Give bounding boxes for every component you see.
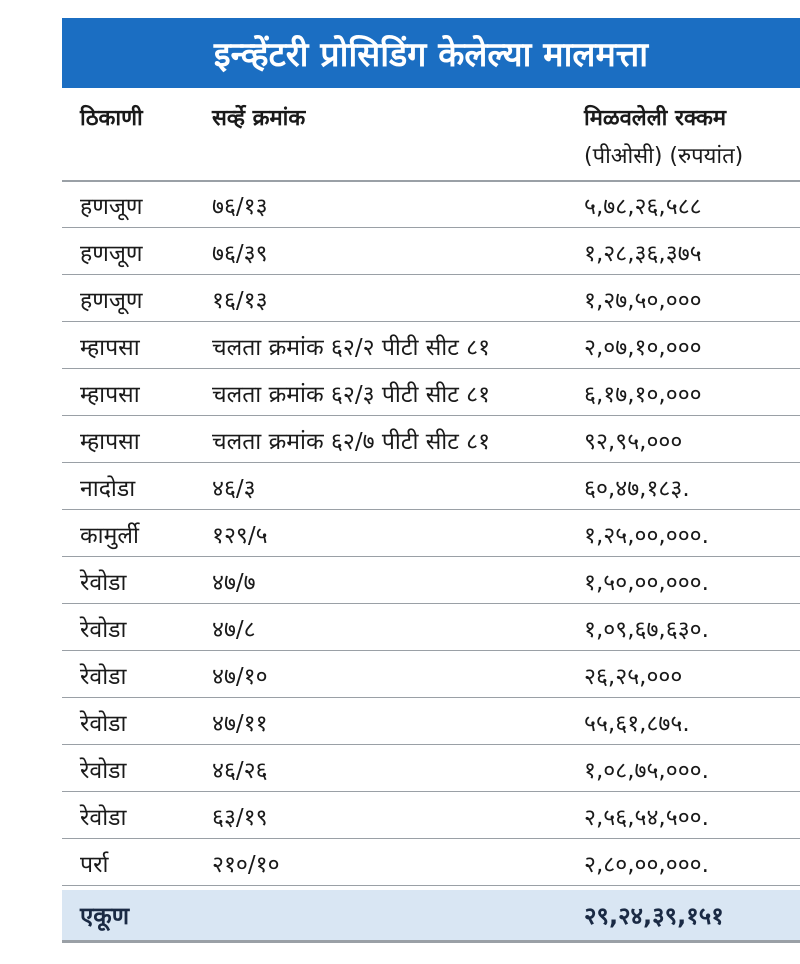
- row-location: हणजूण: [80, 194, 143, 220]
- row-amount: ९२,९५,०००: [584, 429, 683, 455]
- total-row: [62, 890, 800, 943]
- row-survey-number: ७६/१३: [212, 194, 268, 220]
- header-amount-subtitle: (पीओसी) (रुपयांत): [584, 144, 744, 169]
- row-amount: १,०९,६७,६३०.: [584, 617, 709, 643]
- row-survey-number: ४६/३: [212, 476, 256, 502]
- row-survey-number: ४७/७: [212, 570, 256, 596]
- total-label: एकूण: [80, 902, 130, 930]
- row-amount: १,२७,५०,०००: [584, 288, 702, 314]
- row-location: हणजूण: [80, 241, 143, 267]
- table-row: [62, 463, 800, 510]
- row-amount: २,५६,५४,५००.: [584, 805, 709, 831]
- table-row: [62, 557, 800, 604]
- row-amount: ६०,४७,१८३.: [584, 476, 690, 502]
- row-survey-number: ४७/८: [212, 617, 256, 643]
- table-row: [62, 698, 800, 745]
- row-location: कामुर्ली: [80, 523, 139, 549]
- total-amount: २९,२४,३९,१५१: [584, 902, 724, 930]
- row-survey-number: ४७/११: [212, 711, 268, 737]
- table-row: [62, 416, 800, 463]
- table-row: [62, 275, 800, 322]
- table-row: [62, 228, 800, 275]
- row-amount: १,५०,००,०००.: [584, 570, 709, 596]
- row-amount: १,२५,००,०००.: [584, 523, 709, 549]
- row-survey-number: चलता क्रमांक ६२/२ पीटी सीट ८१: [212, 335, 491, 361]
- header-survey-number: सर्व्हे क्रमांक: [212, 106, 306, 131]
- header-amount: मिळवलेली रक्कम: [584, 106, 727, 131]
- row-amount: १,०८,७५,०००.: [584, 758, 709, 784]
- row-survey-number: ६३/१९: [212, 805, 268, 831]
- row-amount: १,२८,३६,३७५: [584, 241, 702, 267]
- table-row: [62, 369, 800, 416]
- header-location: ठिकाणी: [80, 106, 143, 131]
- table-header: [62, 88, 800, 182]
- row-amount: २,८०,००,०००.: [584, 852, 709, 878]
- row-amount: ५५,६१,८७५.: [584, 711, 690, 737]
- row-location: म्हापसा: [80, 335, 140, 361]
- row-amount: २,०७,१०,०००: [584, 335, 702, 361]
- row-survey-number: चलता क्रमांक ६२/७ पीटी सीट ८१: [212, 429, 491, 455]
- table-row: [62, 745, 800, 792]
- table-row: [62, 322, 800, 369]
- row-amount: ५,७८,२६,५८८: [584, 194, 702, 220]
- row-location: रेवोडा: [80, 664, 127, 690]
- row-location: रेवोडा: [80, 570, 127, 596]
- table-row: [62, 792, 800, 839]
- row-survey-number: चलता क्रमांक ६२/३ पीटी सीट ८१: [212, 382, 491, 408]
- row-survey-number: १६/१३: [212, 288, 268, 314]
- row-survey-number: ४७/१०: [212, 664, 268, 690]
- row-location: रेवोडा: [80, 711, 127, 737]
- row-location: रेवोडा: [80, 805, 127, 831]
- row-location: रेवोडा: [80, 617, 127, 643]
- row-location: रेवोडा: [80, 758, 127, 784]
- row-location: म्हापसा: [80, 429, 140, 455]
- row-location: नादोडा: [80, 476, 136, 502]
- row-survey-number: १२९/५: [212, 523, 268, 549]
- row-location: हणजूण: [80, 288, 143, 314]
- row-survey-number: २१०/१०: [212, 852, 280, 878]
- table-row: [62, 839, 800, 886]
- row-location: म्हापसा: [80, 382, 140, 408]
- table-row: [62, 510, 800, 557]
- row-amount: ६,१७,१०,०००: [584, 382, 702, 408]
- row-amount: २६,२५,०००: [584, 664, 683, 690]
- table-row: [62, 651, 800, 698]
- table-body: [62, 181, 800, 886]
- row-survey-number: ७६/३९: [212, 241, 268, 267]
- row-survey-number: ४६/२६: [212, 758, 268, 784]
- table-title: इन्व्हेंटरी प्रोसिडिंग केलेल्या मालमत्ता: [62, 18, 800, 88]
- table-row: [62, 181, 800, 228]
- row-location: पर्रा: [80, 852, 109, 878]
- table-row: [62, 604, 800, 651]
